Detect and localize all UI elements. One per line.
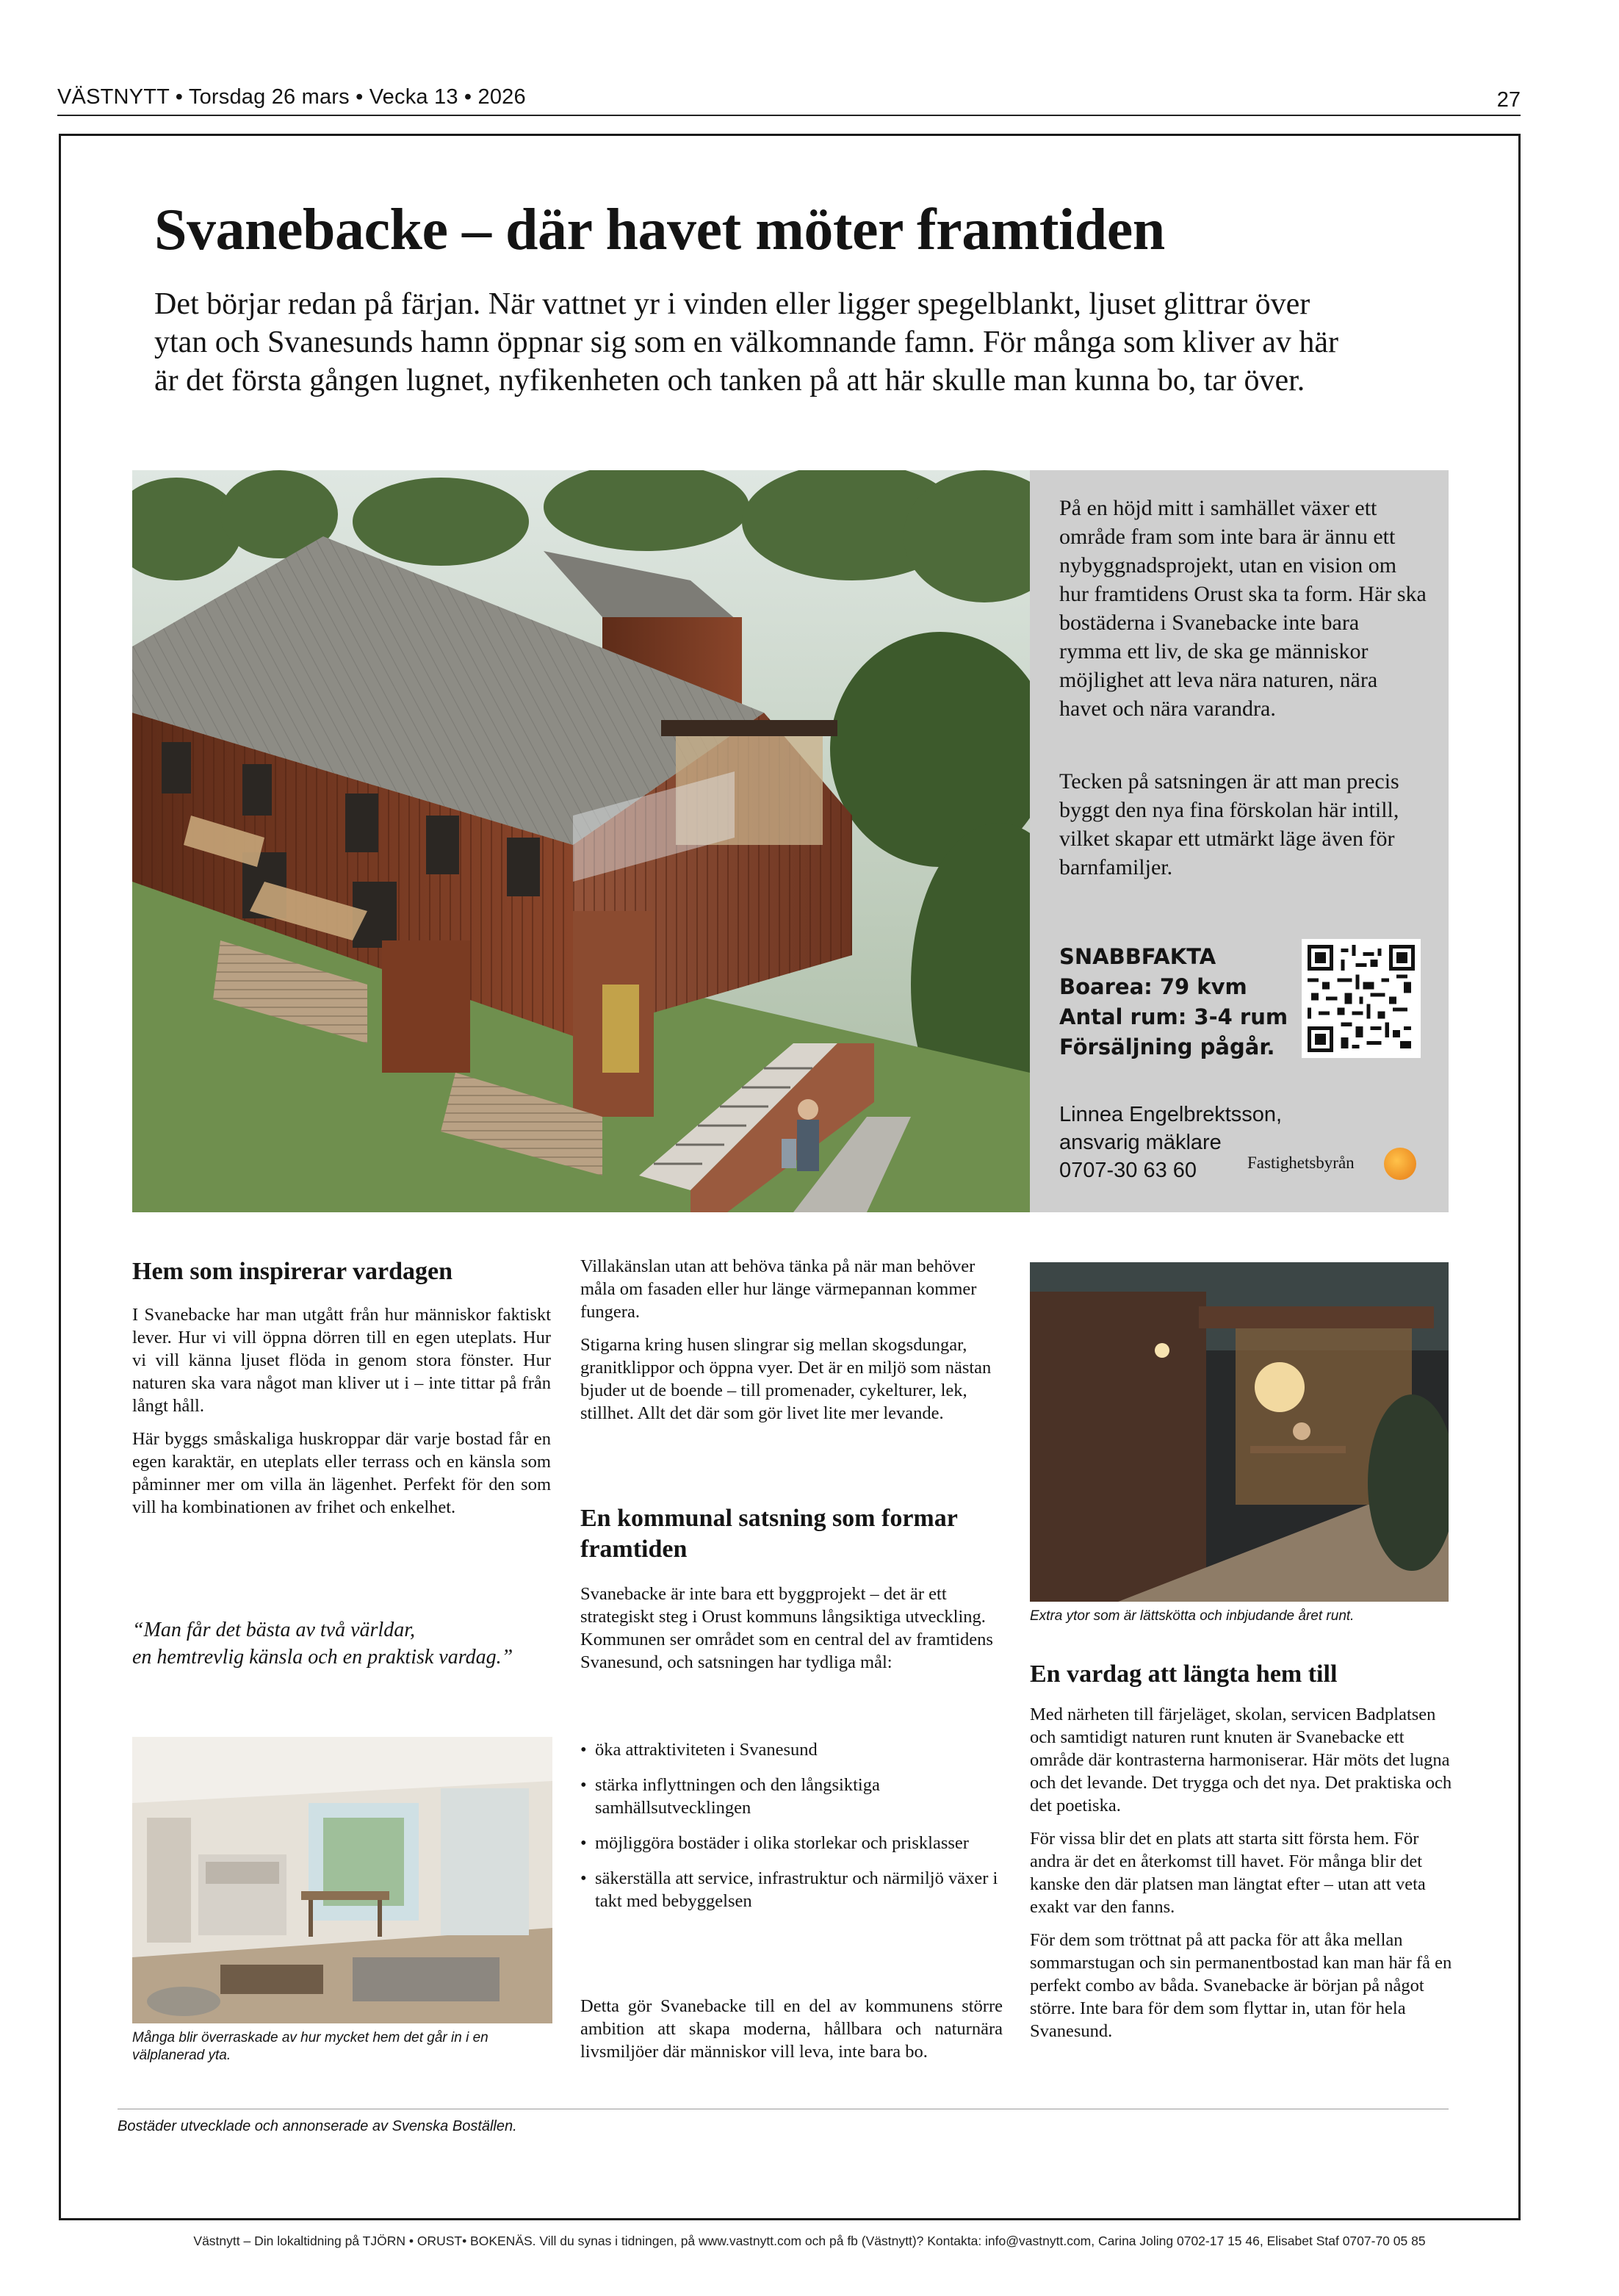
masthead-info: VÄSTNYTT • Torsdag 26 mars • Vecka 13 • 2026 [57,85,526,109]
body-paragraph: Villakänslan utan att behöva tänka på när man behöver måla om fasaden eller hur länge värmepannan kommer fungera. [580,1256,977,1322]
pull-quote [132,1616,573,1671]
body-paragraph: Detta gör Svanebacke till en del av kommunens större ambition att skapa moderna, hållbara och naturnära livsmiljöer där människor vill leva, inte bara bo. [580,1996,1003,2062]
terrace-caption: Extra ytor som är lättskötta och inbjudande året runt. [1030,1608,1355,1624]
broker-phone: 0707-30 63 60 [1059,1159,1197,1182]
body-paragraph: För dem som tröttnat på att packa för att åka mellan sommarstugan och sin permanentbostad kan man här få en perfekt combo av båda. Svanebacke är början på något större. Inte bara för dem som flyttar in, utan för hela Svanesund. [1030,1930,1452,2041]
factbox-preschool: Tecken på satsningen är att man precis byggt den nya fina förskolan här intill, vilket skapar ett utmärkt läge även för barnfamiljer. [1059,769,1399,879]
body-paragraph: Svanebacke är inte bara ett byggprojekt – det är ett strategiskt steg i Orust kommuns långsiktiga utveckling. Kommunen ser området som en central del av framtidens Svanesund, och satsningen har tydliga mål: [580,1584,993,1672]
headline: Svanebacke – där havet möter framtiden [154,198,1165,262]
snabbfakta-sales: Försäljning pågår. [1059,1034,1275,1059]
factbox-intro: På en höjd mitt i samhället växer ett område fram som inte bara är ännu ett nybyggnadsprojekt, utan en vision om hur framtidens Orust ska ta form. Här ska bostäderna i Svanebacke inte bara rymma ett liv, de ska ge människor möjlighet att leva nära naturen, nära havet och nära varandra. [1059,496,1427,721]
snabbfakta [1059,942,1288,1062]
section-heading-vardag: En vardag att längta hem till [1030,1660,1338,1688]
interior-image [132,1737,552,2023]
section-body-ambition [580,1995,1003,2073]
pull-quote-line: en hemtrevlig känsla och en praktisk vardag.” [132,1646,513,1669]
section-heading-inspirerar: Hem som inspirerar vardagen [132,1258,452,1285]
snabbfakta-boarea: Boarea: 79 kvm [1059,974,1247,999]
page-number: 27 [1496,88,1521,112]
fact-box [1030,470,1449,1212]
section-body-villa [580,1255,1003,1435]
body-paragraph: Stigarna kring husen slingrar sig mellan skogsdungar, granitklippor och öppna vyer. Det är en miljö som nästan bjuder ut de boende – till promenader, cykelturer, lek, stillhet. Allt det där som gör livet lite mer levande. [580,1335,992,1423]
masthead [57,85,1521,116]
list-item: • stärka inflyttningen och den långsiktiga samhällsutvecklingen [580,1774,1003,1819]
body-paragraph: I Svanebacke har man utgått från hur människor faktiskt lever. Hur vi vill öppna dörren till en egen uteplats. Hur vi vill känna ljuset flöda in genom stora fönster. Hur naturen ska vara något man kliver ut i – inte tittar på från långt håll. [132,1305,551,1416]
pull-quote-line: “Man får det bästa av två världar, [132,1619,415,1641]
list-item: • öka attraktiviteten i Svanesund [580,1738,1003,1761]
body-paragraph: Här byggs småskaliga huskroppar där varje bostad får en egen karaktär, en uteplats eller terrass och en känsla som påminner mer om villa än lägenhet. Perfekt för den som vill ha kombinationen av frihet och enkelhet. [132,1429,551,1517]
list-item: • säkerställa att service, infrastruktur och närmiljö växer i takt med bebyggelsen [580,1867,1003,1912]
section-body-kommunal [580,1583,1003,1684]
broker-logo-text: Fastighetsbyrån [1247,1154,1355,1172]
terrace-image [1030,1262,1449,1602]
section-body-inspirerar [132,1303,551,1529]
interior-caption: Många blir överraskade av hur mycket hem det går in i en välplanerad yta. [132,2030,488,2063]
snabbfakta-rooms: Antal rum: 3-4 rum [1059,1004,1288,1029]
page-footer: Västnytt – Din lokaltidning på TJÖRN • ORUST• BOKENÄS. Vill du synas i tidningen, på www.vastnytt.com och på fb (Västnytt)? Kontakta: info@vastnytt.com, Carina Joling 0702-17 15 46, Elisabet Staf 0707-70 05 85 [193,2234,1426,2248]
broker-role: ansvarig mäklare [1059,1131,1222,1154]
broker-name: Linnea Engelbrektsson, [1059,1103,1283,1126]
qr-code-icon[interactable] [1302,939,1421,1058]
section-heading-kommunal: En kommunal satsning som formar framtiden [580,1505,958,1563]
lead-paragraph: Det börjar redan på färjan. När vattnet yr i vinden eller ligger spegelblankt, ljuset glittrar över ytan och Svanesunds hamn öppnar sig som en välkomnande famn. För många som kliver av här är det första gången lugnet, nyfikenheten och tanken på att här skulle man kunna bo, tar över. [154,287,1338,397]
advertiser-disclaimer: Bostäder utvecklade och annonserade av Svenska Boställen. [118,2118,517,2134]
hero-image [132,470,1030,1212]
goals-list [580,1738,1003,1925]
body-paragraph: Med närheten till färjeläget, skolan, servicen Badplatsen och samtidigt naturen runt knuten är Svanebacke ett område där kontrasterna harmoniserar. Här möts det lugna och det levande. Det trygga och det nya. Det praktiska och det poetiska. [1030,1705,1452,1815]
section-body-vardag [1030,1703,1452,2053]
snabbfakta-title: SNABBFAKTA [1059,944,1216,969]
body-paragraph: För vissa blir det en plats att starta sitt första hem. För andra är det en återkomst till havet. För många blir det kanske den där platsen man längtat efter – utan att veta exakt var den fanns. [1030,1829,1426,1917]
fastighetsbyran-logo-icon [1384,1148,1416,1180]
list-item: • möjliggöra bostäder i olika storlekar och prisklasser [580,1832,1003,1854]
